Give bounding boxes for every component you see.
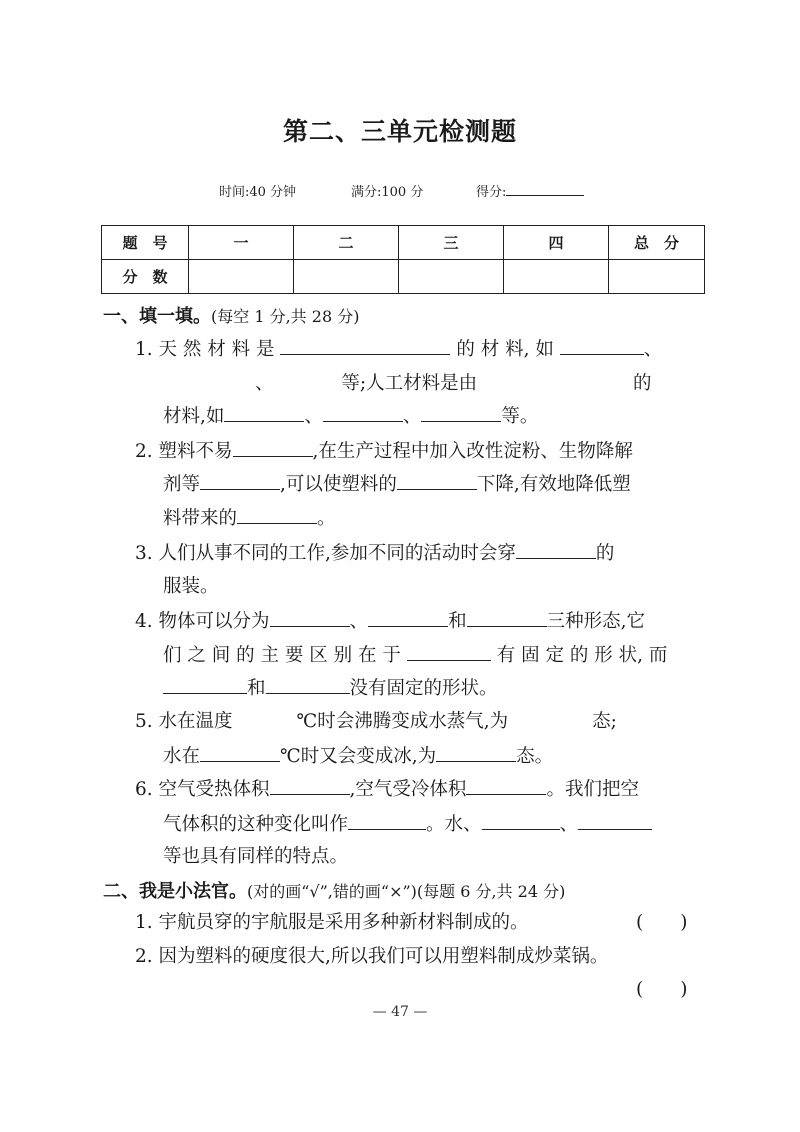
text: 5. 水在温度 xyxy=(135,711,233,732)
text: 三种形态,它 xyxy=(546,611,645,632)
text: 。水、 xyxy=(426,814,482,835)
answer-blank[interactable] xyxy=(200,744,280,762)
text: 没有固定的形状。 xyxy=(349,678,498,699)
text: 3. 人们从事不同的工作,参加不同的活动时会穿 xyxy=(135,543,516,564)
page-number: — 47 — xyxy=(372,1004,428,1020)
section-2-heading xyxy=(103,877,565,903)
answer-blank[interactable] xyxy=(200,472,280,490)
text: 。我们把空 xyxy=(546,779,639,800)
header-cell: 总 分 xyxy=(609,226,705,260)
text: 态。 xyxy=(516,746,554,767)
answer-blank[interactable] xyxy=(163,676,247,694)
q1-line-3 xyxy=(163,404,705,429)
text: 的 xyxy=(633,373,652,394)
text: 等。 xyxy=(501,406,539,427)
answer-blank[interactable] xyxy=(237,506,317,524)
header-cell: 一 xyxy=(189,226,294,260)
answer-blank[interactable] xyxy=(280,337,450,355)
q2-line-3 xyxy=(163,506,705,531)
score-cell[interactable] xyxy=(609,260,705,294)
q5-line-2 xyxy=(163,744,705,769)
header-cell: 三 xyxy=(399,226,504,260)
text: 、 xyxy=(349,611,369,632)
score-blank[interactable] xyxy=(506,181,584,196)
text: 4. 物体可以分为 xyxy=(135,611,270,632)
text: 有 固 定 的 形 状, 而 xyxy=(496,645,668,666)
answer-blank[interactable] xyxy=(323,404,403,422)
answer-blank[interactable] xyxy=(467,609,547,627)
q4-line-2 xyxy=(163,643,705,668)
q1-line-1 xyxy=(135,337,705,362)
score-cell[interactable] xyxy=(189,260,294,294)
answer-blank[interactable] xyxy=(266,676,350,694)
score-cell[interactable] xyxy=(504,260,609,294)
q6-line-3 xyxy=(163,845,705,869)
text: 。 xyxy=(317,508,336,529)
answer-blank[interactable] xyxy=(578,812,652,830)
answer-blank[interactable] xyxy=(560,337,644,355)
text: ,空气受冷体积 xyxy=(349,779,467,800)
section-1-title: 一、填一填。 xyxy=(103,306,211,327)
answer-blank[interactable] xyxy=(270,777,350,795)
score-info xyxy=(476,181,584,200)
judge-q1-answer[interactable]: ( ) xyxy=(636,912,688,933)
judge-q2-answer[interactable]: ( ) xyxy=(636,979,688,1000)
q3-line-1 xyxy=(135,541,705,566)
q6-line-2 xyxy=(163,812,705,837)
text: 服装。 xyxy=(163,576,219,597)
header-cell: 四 xyxy=(504,226,609,260)
answer-blank[interactable] xyxy=(224,404,304,422)
text: 和 xyxy=(247,678,266,699)
text: ℃时会沸腾变成水蒸气,为 xyxy=(296,711,509,732)
text: 料带来的 xyxy=(163,508,238,529)
q4-line-3 xyxy=(163,676,705,701)
text: 态; xyxy=(592,711,617,732)
q2-line-2 xyxy=(163,472,705,497)
score-label: 得分: xyxy=(476,185,507,200)
text: 水在 xyxy=(163,746,201,767)
answer-blank[interactable] xyxy=(407,643,491,661)
answer-blank[interactable] xyxy=(466,777,546,795)
answer-blank[interactable] xyxy=(368,609,448,627)
section-1-heading xyxy=(103,302,359,328)
text: 等也具有同样的特点。 xyxy=(163,846,349,867)
text: 2. 因为塑料的硬度很大,所以我们可以用塑料制成炒菜锅。 xyxy=(135,946,609,967)
page-title: 第二、三单元检测题 xyxy=(282,117,517,146)
answer-blank[interactable] xyxy=(397,472,477,490)
answer-blank[interactable] xyxy=(421,404,501,422)
text: 等;人工材料是由 xyxy=(341,373,478,394)
text: 气体积的这种变化叫作 xyxy=(163,814,349,835)
score-cell[interactable] xyxy=(399,260,504,294)
answer-blank[interactable] xyxy=(482,812,560,830)
text: 材料,如 xyxy=(163,406,225,427)
text: 剂等 xyxy=(163,474,201,495)
q3-line-2 xyxy=(163,575,705,599)
text: 、 xyxy=(255,373,274,394)
header-cell: 二 xyxy=(294,226,399,260)
section-2-title: 二、我是小法官。 xyxy=(103,881,247,902)
row-label: 分 数 xyxy=(102,260,189,294)
text: 下降,有效地降低塑 xyxy=(476,474,631,495)
score-cell[interactable] xyxy=(294,260,399,294)
text: 和 xyxy=(448,611,467,632)
q5-line-1 xyxy=(135,710,705,734)
judge-q2 xyxy=(135,945,705,969)
text: 6. 空气受热体积 xyxy=(135,779,270,800)
text: 1. 宇航员穿的宇航服是采用多种新材料制成的。 xyxy=(135,912,529,933)
score-table-score-row xyxy=(102,260,705,294)
text: 、 xyxy=(304,406,323,427)
text: 的 xyxy=(595,543,615,564)
header-cell: 题 号 xyxy=(102,226,189,260)
answer-blank[interactable] xyxy=(233,439,313,457)
text: 、 xyxy=(559,814,579,835)
answer-blank[interactable] xyxy=(270,609,350,627)
text: 2. 塑料不易 xyxy=(135,441,233,462)
text: 们 之 间 的 主 要 区 别 在 于 xyxy=(163,645,401,666)
judge-q1 xyxy=(135,911,705,935)
answer-blank[interactable] xyxy=(348,812,426,830)
score-table xyxy=(101,225,705,294)
text: 、 xyxy=(402,406,422,427)
full-score-info: 满分:100 分 xyxy=(351,185,424,200)
section-1-note: (每空 1 分,共 28 分) xyxy=(211,307,360,326)
q1-line-2 xyxy=(163,372,705,396)
score-table-header-row xyxy=(102,226,705,260)
q6-line-1 xyxy=(135,777,705,802)
answer-blank[interactable] xyxy=(436,744,516,762)
q2-line-1 xyxy=(135,439,705,464)
text: ,在生产过程中加入改性淀粉、生物降解 xyxy=(312,441,633,462)
text: ℃时又会变成冰,为 xyxy=(280,746,437,767)
answer-blank[interactable] xyxy=(516,541,596,559)
q4-line-1 xyxy=(135,609,705,634)
text: 的 材 料, 如 xyxy=(456,339,554,360)
time-info: 时间:40 分钟 xyxy=(219,185,297,200)
text: 1. 天 然 材 料 是 xyxy=(135,339,275,360)
text: ,可以使塑料的 xyxy=(280,474,397,495)
text: 、 xyxy=(643,339,663,360)
section-2-note: (对的画“√”,错的画“×”)(每题 6 分,共 24 分) xyxy=(247,882,566,901)
